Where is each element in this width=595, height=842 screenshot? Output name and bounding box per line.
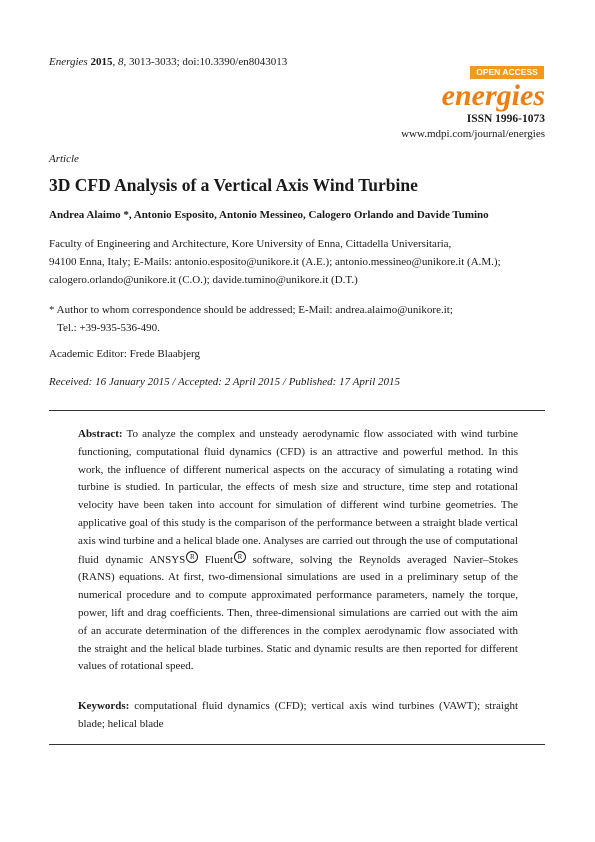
- academic-editor: Academic Editor: Frede Blaabjerg: [49, 348, 200, 360]
- registered-mark-icon: R: [234, 551, 246, 563]
- keywords-text: computational fluid dynamics (CFD); vertical axis wind turbines (VAWT); straight blade; helical blade: [78, 700, 518, 730]
- keywords-label: Keywords:: [78, 700, 130, 712]
- journal-logo: energies: [441, 79, 545, 112]
- publication-dates: Received: 16 January 2015 / Accepted: 2 April 2015 / Published: 17 April 2015: [49, 376, 401, 388]
- correspondence: [49, 302, 549, 337]
- citation-rest: , 3013-3033; doi:10.3390/en8043013: [123, 56, 288, 68]
- affiliation-line: calogero.orlando@unikore.it (C.O.); davide.tumino@unikore.it (D.T.): [49, 273, 358, 286]
- top-divider: [49, 410, 545, 411]
- citation-year: 2015: [90, 56, 113, 68]
- abstract: [78, 426, 518, 676]
- issn: ISSN 1996-1073: [466, 113, 545, 125]
- abstract-text-part3: software, solving the Reynolds averaged Navier–Stokes (RANS) equations. At first, two-dimensional simulations are used in a preliminary setup of the numerical procedure and to compute approximated performance parameters, namely the torque, power, lift and drag coefficients. Then, three-dimensional simulations are carried out with the aim of an accurate determination of the differences in the complex aerodynamic flow associated with the straight and the helical blade turbines. Static and dynamic results are then reported for different values of rotational speed.: [78, 553, 519, 673]
- article-type: Article: [49, 153, 79, 165]
- citation-volume: 8: [117, 56, 124, 68]
- affiliation-line: 94100 Enna, Italy; E-Mails: antonio.esposito@unikore.it (A.E.); antonio.messineo@unikore.it (A.M.);: [49, 255, 501, 268]
- author-list: Andrea Alaimo *, Antonio Esposito, Antonio Messineo, Calogero Orlando and Davide Tumino: [49, 209, 489, 221]
- correspondence-line: * Author to whom correspondence should be addressed; E-Mail: andrea.alaimo@unikore.it;: [49, 304, 453, 316]
- article-title: 3D CFD Analysis of a Vertical Axis Wind Turbine: [49, 175, 418, 195]
- correspondence-line: Tel.: +39-935-536-490.: [57, 321, 160, 334]
- journal-citation: Energies 2015, 8, 3013-3033; doi:10.3390/en8043013: [49, 56, 288, 68]
- abstract-label: Abstract:: [78, 428, 123, 440]
- abstract-text-part1: To analyze the complex and unsteady aerodynamic flow associated with wind turbine functioning, computational fluid dynamics (CFD) is an attractive and powerful method. In this work, the influence of different numerical aspects on the accuracy of simulating a rotating wind turbine is studied. In particular, the effects of mesh size and structure, time step and rotational velocity have been taken into account for simulation of different wind turbine geometries. The applicative goal of this study is the comparison of the performance between a straight blade vertical axis wind turbine and a helical blade one. Analyses are carried out through the use of computational fluid dynamic ANSYS: [78, 428, 518, 566]
- open-access-badge: OPEN ACCESS: [470, 66, 544, 79]
- citation-journal: Energies: [49, 56, 88, 68]
- journal-url[interactable]: www.mdpi.com/journal/energies: [401, 128, 545, 140]
- registered-mark-icon: R: [186, 551, 198, 563]
- bottom-divider: [49, 744, 545, 745]
- affiliation: [49, 236, 549, 289]
- abstract-text-part2: Fluent: [204, 553, 234, 566]
- keywords: [78, 698, 518, 734]
- affiliation-line: Faculty of Engineering and Architecture, Kore University of Enna, Cittadella Universitaria,: [49, 238, 452, 250]
